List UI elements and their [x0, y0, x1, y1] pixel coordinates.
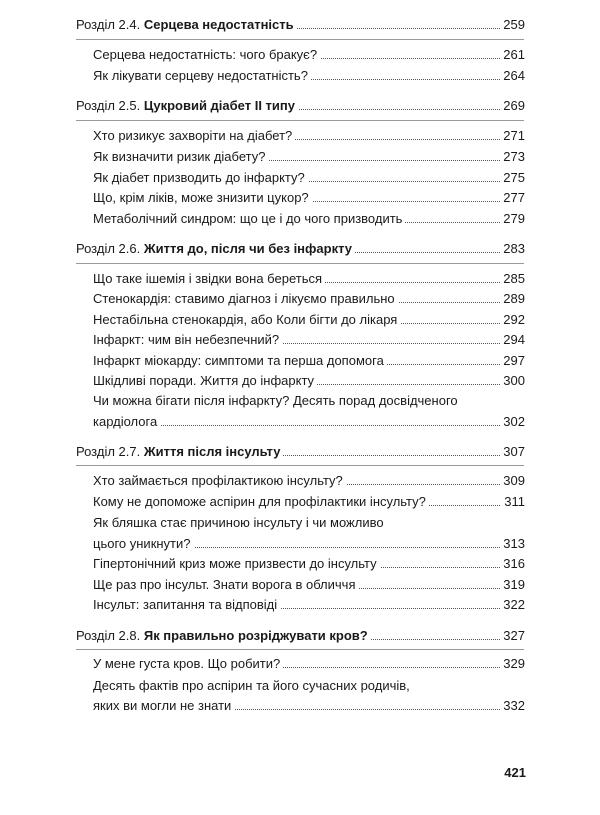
page-number: 283 [500, 240, 525, 258]
section-heading [76, 627, 371, 645]
section-title: Серцева недостатність [143, 17, 294, 32]
entry-title-continued: кардіолога [93, 413, 160, 431]
toc-entry[interactable] [0, 697, 600, 719]
page-folio: 421 [504, 765, 526, 780]
toc-entry[interactable] [0, 596, 600, 618]
section-heading [76, 97, 298, 115]
entry-title: Стенокардія: ставимо діагноз і лікуємо правильно [93, 290, 398, 308]
entry-title: Хто займається профілактикою інсульту? [93, 472, 346, 490]
entry-title: Ще раз про інсульт. Знати ворога в обличчя [93, 576, 358, 594]
page-number: 300 [500, 372, 525, 390]
toc-entry[interactable] [0, 127, 600, 149]
section-prefix: Розділ 2.7. [76, 444, 141, 459]
toc-section-2-5[interactable] [0, 97, 600, 119]
entry-title: Десять фактів про аспірин та його сучасних родичів, [93, 677, 413, 695]
toc-entry[interactable] [0, 493, 600, 515]
page-number: 285 [500, 270, 525, 288]
page-number: 259 [500, 16, 525, 34]
entry-title-continued: цього уникнути? [93, 535, 194, 553]
toc-entry[interactable] [0, 169, 600, 191]
toc-entry[interactable] [0, 472, 600, 494]
toc-entry[interactable] [0, 655, 600, 677]
entry-title: Що, крім ліків, може знизити цукор? [93, 189, 312, 207]
entry-title: Інфаркт: чим він небезпечний? [93, 331, 282, 349]
toc-section-2-4[interactable] [0, 16, 600, 38]
entry-title: Як лікувати серцеву недостатність? [93, 67, 311, 85]
toc-entry[interactable] [0, 148, 600, 170]
toc-entry-line-1[interactable] [0, 392, 600, 414]
page-number: 311 [501, 493, 525, 511]
toc-entry[interactable] [0, 67, 600, 89]
toc-entry[interactable] [0, 210, 600, 232]
section-prefix: Розділ 2.8. [76, 628, 141, 643]
page-number: 273 [500, 148, 525, 166]
page-number: 275 [500, 169, 525, 187]
toc-entry-line-1[interactable] [0, 677, 600, 699]
entry-title: Як діабет призводить до інфаркту? [93, 169, 308, 187]
section-divider [76, 465, 524, 466]
page-number: 307 [500, 443, 525, 461]
section-divider [76, 39, 524, 40]
page-number: 302 [500, 413, 525, 431]
page-number: 332 [500, 697, 525, 715]
toc-entry[interactable] [0, 270, 600, 292]
section-prefix: Розділ 2.6. [76, 241, 141, 256]
page-number: 313 [500, 535, 525, 553]
page-number: 322 [500, 596, 525, 614]
page-number: 316 [500, 555, 525, 573]
section-title: Як правильно розріджувати кров? [143, 628, 368, 643]
toc-entry[interactable] [0, 189, 600, 211]
section-heading [76, 16, 297, 34]
section-heading [76, 240, 355, 258]
toc-entry[interactable] [0, 413, 600, 435]
page-number: 297 [500, 352, 525, 370]
page-number: 277 [500, 189, 525, 207]
page-number: 294 [500, 331, 525, 349]
section-title: Життя до, після чи без інфаркту [143, 241, 353, 256]
entry-title: Кому не допоможе аспірин для профілактики інсульту? [93, 493, 429, 511]
entry-title: У мене густа кров. Що робити? [93, 655, 283, 673]
page-number: 261 [500, 46, 525, 64]
entry-title: Інфаркт міокарду: симптоми та перша допомога [93, 352, 387, 370]
toc-section-2-7[interactable] [0, 443, 600, 465]
page-number: 309 [500, 472, 525, 490]
entry-title: Хто ризикує захворіти на діабет? [93, 127, 295, 145]
toc-entry[interactable] [0, 535, 600, 557]
toc-entry[interactable] [0, 372, 600, 394]
toc-entry[interactable] [0, 331, 600, 353]
toc-entry[interactable] [0, 311, 600, 333]
page-number: 269 [500, 97, 525, 115]
toc-section-2-8[interactable] [0, 627, 600, 649]
section-title: Цукровий діабет ІІ типу [143, 98, 295, 113]
section-divider [76, 263, 524, 264]
entry-title: Чи можна бігати після інфаркту? Десять порад досвідченого [93, 392, 461, 410]
toc-entry[interactable] [0, 352, 600, 374]
entry-title-continued: яких ви могли не знати [93, 697, 234, 715]
page-number: 327 [500, 627, 525, 645]
page-number: 329 [500, 655, 525, 673]
entry-title: Гіпертонічний криз може призвести до інсульту [93, 555, 380, 573]
entry-title: Як визначити ризик діабету? [93, 148, 268, 166]
page-number: 279 [500, 210, 525, 228]
page-number: 289 [500, 290, 525, 308]
section-prefix: Розділ 2.5. [76, 98, 141, 113]
toc-entry[interactable] [0, 555, 600, 577]
entry-title: Що таке ішемія і звідки вона береться [93, 270, 325, 288]
section-prefix: Розділ 2.4. [76, 17, 141, 32]
section-title: Життя після інсульту [143, 444, 281, 459]
toc-entry[interactable] [0, 290, 600, 312]
entry-title: Інсульт: запитання та відповіді [93, 596, 280, 614]
toc-section-2-6[interactable] [0, 240, 600, 262]
entry-title: Шкідливі поради. Життя до інфаркту [93, 372, 317, 390]
toc-entry-line-1[interactable] [0, 514, 600, 536]
page-number: 271 [500, 127, 525, 145]
entry-title: Як бляшка стає причиною інсульту і чи можливо [93, 514, 387, 532]
page-number: 319 [500, 576, 525, 594]
section-divider [76, 649, 524, 650]
section-heading [76, 443, 283, 461]
toc-entry[interactable] [0, 46, 600, 68]
entry-title: Метаболічний синдром: що це і до чого призводить [93, 210, 405, 228]
toc-entry[interactable] [0, 576, 600, 598]
entry-title: Серцева недостатність: чого бракує? [93, 46, 320, 64]
entry-title: Нестабільна стенокардія, або Коли бігти до лікаря [93, 311, 400, 329]
page-number: 292 [500, 311, 525, 329]
section-divider [76, 120, 524, 121]
page-number: 264 [500, 67, 525, 85]
